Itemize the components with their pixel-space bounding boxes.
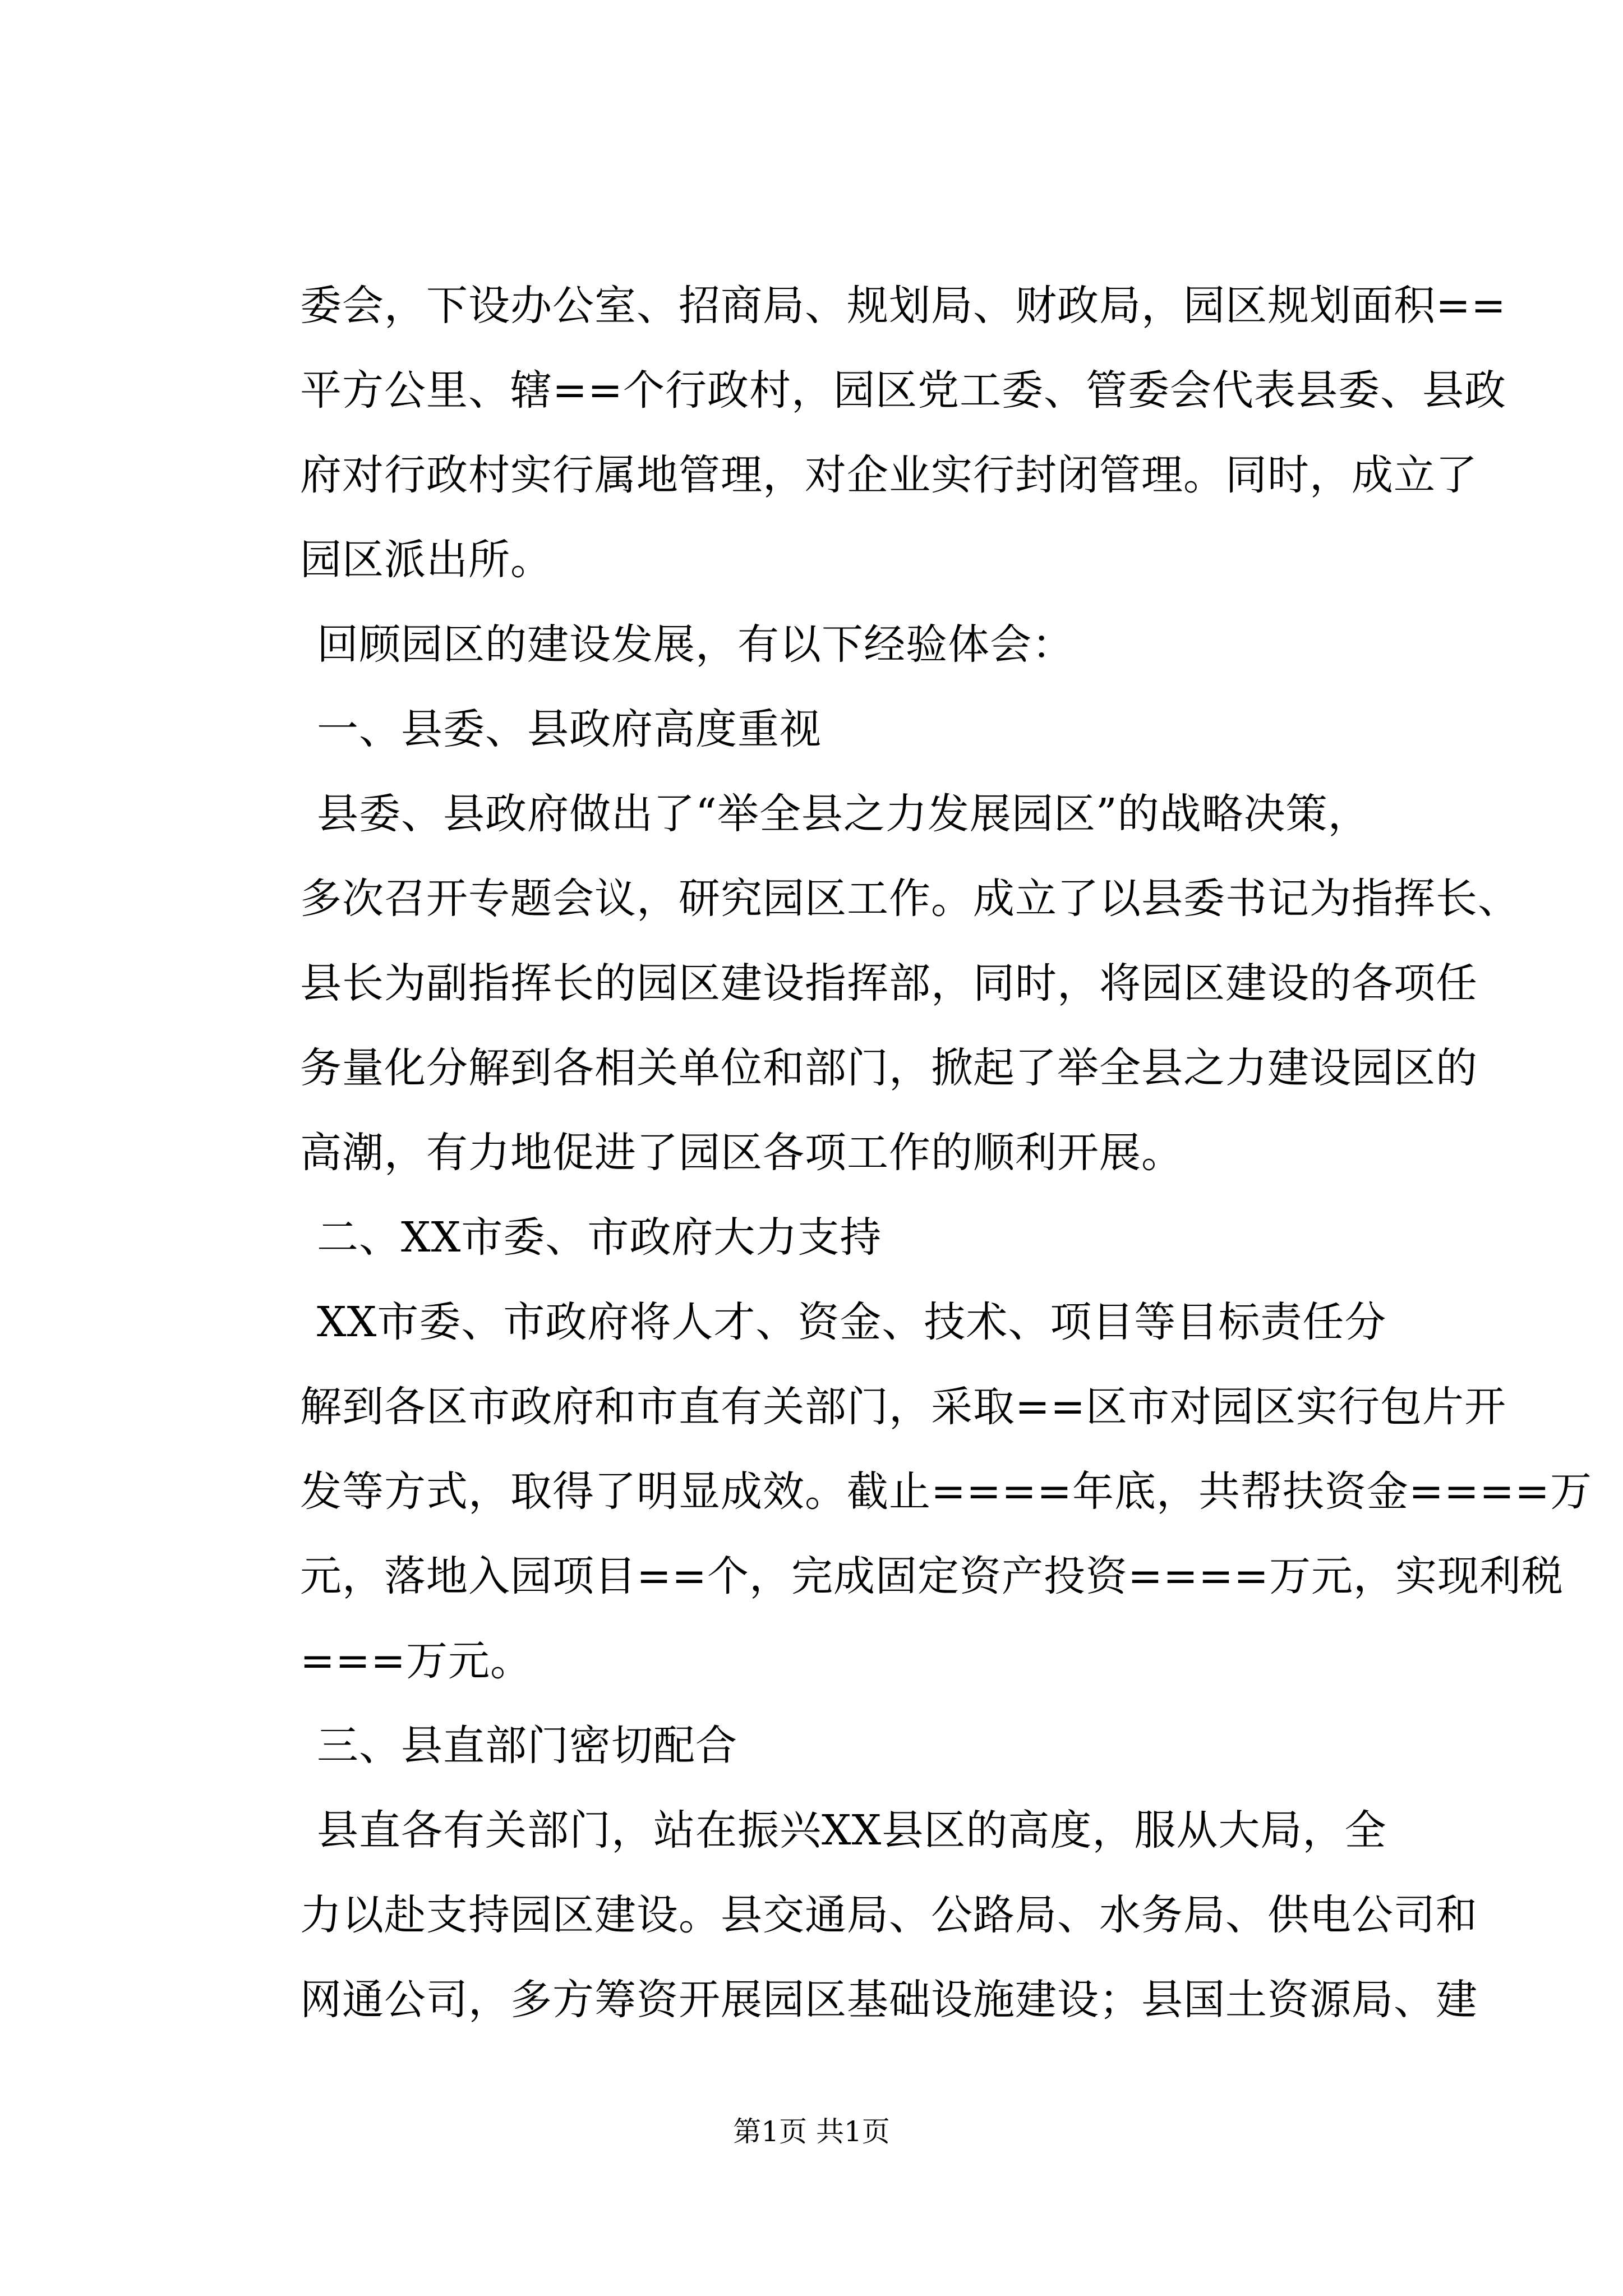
paragraph-first-line: XX市委、市政府将人才、资金、技术、项目等目标责任分 xyxy=(317,1298,1387,1346)
text-line: 园区派出所。 xyxy=(300,536,552,584)
section-heading: 二、XX市委、市政府大力支持 xyxy=(317,1213,882,1262)
section-heading: 一、县委、县政府高度重视 xyxy=(317,705,822,753)
document-body xyxy=(300,264,1593,2042)
text-line: 元，落地入园项目==个，完成固定资产投资====万元，实现利税 xyxy=(300,1552,1564,1600)
text-line: 委会，下设办公室、招商局、规划局、财政局，园区规划面积== xyxy=(300,282,1507,330)
text-line: 力以赴支持园区建设。县交通局、公路局、水务局、供电公司和 xyxy=(300,1891,1478,1939)
text-line: 府对行政村实行属地管理，对企业实行封闭管理。同时，成立了 xyxy=(300,451,1478,499)
text-line: 县长为副指挥长的园区建设指挥部，同时，将园区建设的各项任 xyxy=(300,959,1478,1007)
section-heading: 三、县直部门密切配合 xyxy=(317,1722,737,1770)
text-line: 务量化分解到各相关单位和部门，掀起了举全县之力建设园区的 xyxy=(300,1044,1478,1092)
text-line: 平方公里、辖==个行政村，园区党工委、管委会代表县委、县政 xyxy=(300,366,1507,415)
text-line: 发等方式，取得了明显成效。截止====年底，共帮扶资金====万 xyxy=(300,1467,1593,1516)
paragraph-first-line: 县委、县政府做出了“举全县之力发展园区”的战略决策， xyxy=(317,790,1370,838)
text-line: ===万元。 xyxy=(300,1637,533,1685)
text-line: 多次召开专题会议，研究园区工作。成立了以县委书记为指挥长、 xyxy=(300,875,1520,923)
page-footer: 第1页 共1页 xyxy=(733,2115,890,2148)
paragraph-first-line: 回顾园区的建设发展，有以下经验体会： xyxy=(317,620,1074,669)
text-line: 高潮，有力地促进了园区各项工作的顺利开展。 xyxy=(300,1129,1183,1177)
paragraph-first-line: 县直各有关部门，站在振兴XX县区的高度，服从大局，全 xyxy=(317,1806,1387,1855)
text-line: 网通公司，多方筹资开展园区基础设施建设；县国土资源局、建 xyxy=(300,1976,1478,2024)
text-line: 解到各区市政府和市直有关部门，采取==区市对园区实行包片开 xyxy=(300,1383,1507,1431)
